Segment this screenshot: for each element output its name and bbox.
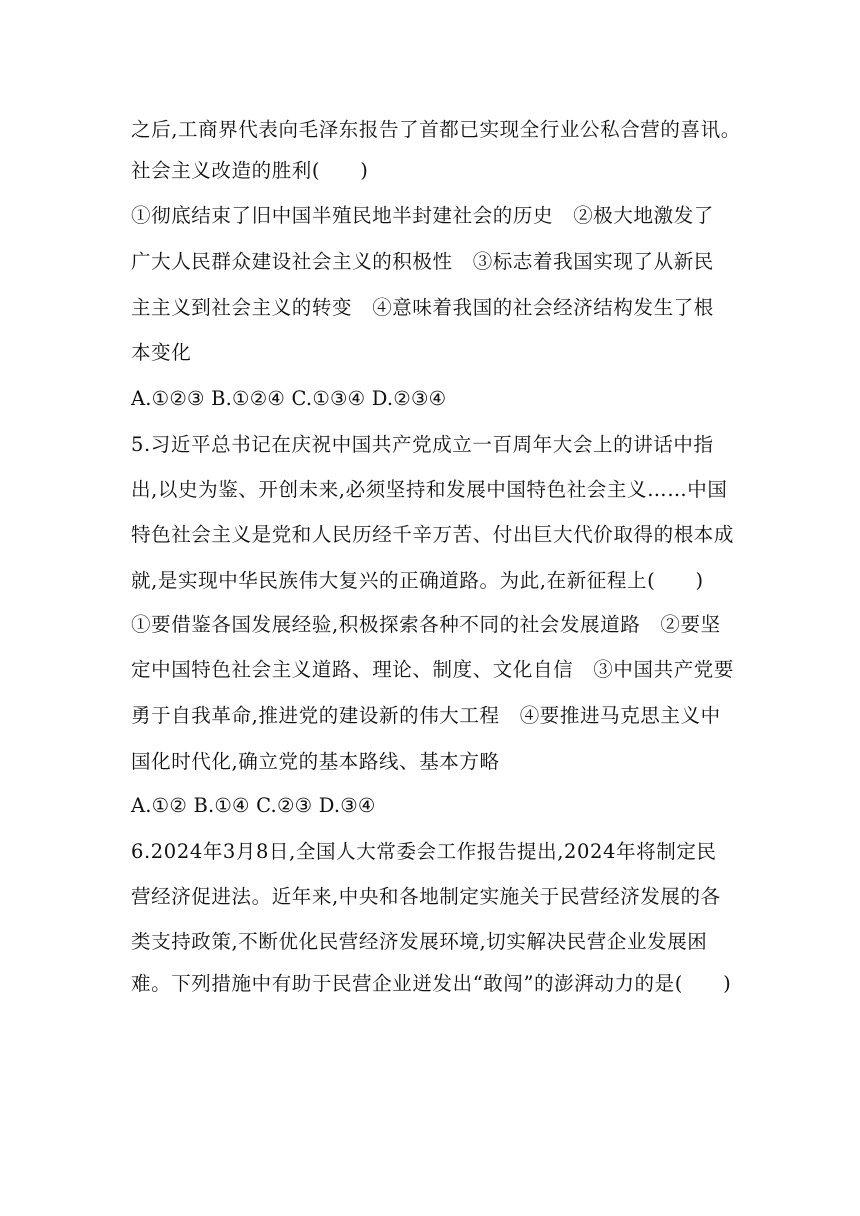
q6-text-line-1: 6.2024年3月8日,全国人大常委会工作报告提出,2024年将制定民 — [131, 840, 717, 863]
q4-statement-line-2: 广大人民群众建设社会主义的积极性 ③标志着我国实现了从新民 — [131, 250, 714, 273]
q5-text-line-3: 特色社会主义是党和人民历经千辛万苦、付出巨大代价取得的根本成 — [131, 523, 735, 546]
q4-statement-line-1: ①彻底结束了旧中国半殖民地半封建社会的历史 ②极大地激发了 — [131, 204, 714, 227]
q6-text-line-2: 营经济促进法。近年来,中央和各地制定实施关于民营经济发展的各 — [131, 885, 721, 908]
q4-text-line-1: 之后,工商界代表向毛泽东报告了首都已实现全行业公私合营的喜讯。 — [131, 118, 741, 141]
q5-statement-line-4: 国化时代化,确立党的基本路线、基本方略 — [131, 750, 500, 773]
q4-statement-line-4: 本变化 — [131, 341, 192, 364]
q5-statement-line-3: 勇于自我革命,推进党的建设新的伟大工程 ④要推进马克思主义中 — [131, 704, 721, 727]
q6-text-line-3: 类支持政策,不断优化民营经济发展环境,切实解决民营企业发展困 — [131, 930, 708, 953]
q5-text-line-4: 就,是实现中华民族伟大复兴的正确道路。为此,在新征程上( ) — [131, 569, 704, 592]
q4-statement-line-3: 主主义到社会主义的转变 ④意味着我国的社会经济结构发生了根 — [131, 296, 714, 319]
q5-text-line-2: 出,以史为鉴、开创未来,必须坚持和发展中国特色社会主义……中国 — [131, 478, 728, 501]
q5-answer-options: A.①② B.①④ C.②③ D.③④ — [131, 794, 376, 817]
q5-statement-line-1: ①要借鉴各国发展经验,积极探索各种不同的社会发展道路 ②要坚 — [131, 613, 721, 636]
q6-text-line-4: 难。下列措施中有助于民营企业迸发出“敢闯”的澎湃动力的是( ) — [131, 972, 732, 995]
q5-statement-line-2: 定中国特色社会主义道路、理论、制度、文化自信 ③中国共产党要 — [131, 658, 735, 681]
q4-answer-options: A.①②③ B.①②④ C.①③④ D.②③④ — [131, 387, 447, 410]
q4-text-line-2: 社会主义改造的胜利( ) — [131, 159, 369, 182]
q5-text-line-1: 5.习近平总书记在庆祝中国共产党成立一百周年大会上的讲话中指 — [131, 433, 714, 456]
